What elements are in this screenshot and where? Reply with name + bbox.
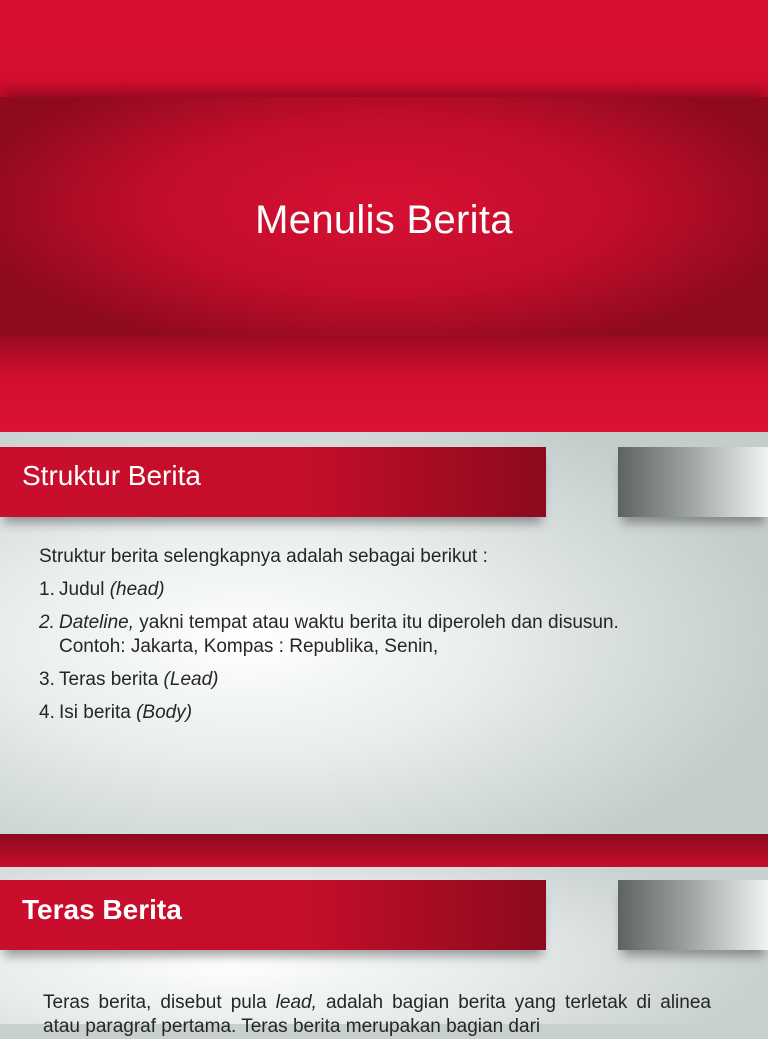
item-continuation: Contoh: Jakarta, Kompas : Republika, Senin, — [59, 636, 439, 657]
decorative-gray-tab — [618, 447, 768, 517]
list-item — [39, 668, 719, 692]
slide-content — [39, 545, 719, 734]
item-italic: (head) — [109, 579, 165, 600]
list-item — [39, 578, 719, 602]
list-text — [59, 611, 719, 659]
list-item — [39, 701, 719, 725]
paragraph-text: adalah bagian berita yang terletak di alinea atau paragraf pertama. Teras berita merupakan bagian dari — [43, 992, 711, 1037]
slide-header-bar — [0, 447, 546, 517]
item-text: yakni tempat atau waktu berita itu diperoleh dan disusun. — [134, 612, 619, 633]
list-number: 4. — [39, 702, 55, 723]
item-italic: Dateline, — [59, 612, 134, 633]
item-text: Teras berita — [59, 669, 164, 690]
lead-paragraph — [43, 991, 711, 1039]
item-text: Judul — [59, 579, 110, 600]
list-item — [39, 611, 719, 659]
list-number: 3. — [39, 669, 55, 690]
paragraph-italic: lead, — [275, 992, 317, 1013]
list-number: 2. — [39, 612, 55, 633]
lead-slide — [0, 867, 768, 1037]
structure-slide — [0, 432, 768, 834]
title-slide — [0, 0, 768, 432]
decorative-gray-tab — [618, 880, 768, 950]
slide-heading: Teras Berita — [22, 894, 182, 925]
paragraph-text: Teras berita, disebut pula — [43, 992, 276, 1013]
item-text: Isi berita — [59, 702, 137, 723]
intro-text: Struktur berita selengkapnya adalah sebagai berikut : — [39, 546, 488, 567]
list-number: 1. — [39, 579, 55, 600]
list-text — [59, 701, 719, 725]
list-text — [59, 578, 719, 602]
slide-divider-strip — [0, 834, 768, 867]
slide-header-bar — [0, 880, 546, 950]
structure-list — [39, 578, 719, 725]
title-slide-footer — [0, 337, 768, 432]
item-italic: (Body) — [136, 702, 193, 723]
list-text — [59, 668, 719, 692]
item-italic: (Lead) — [163, 669, 219, 690]
slide-title: Menulis Berita — [255, 198, 513, 242]
slide-heading: Struktur Berita — [22, 460, 201, 491]
